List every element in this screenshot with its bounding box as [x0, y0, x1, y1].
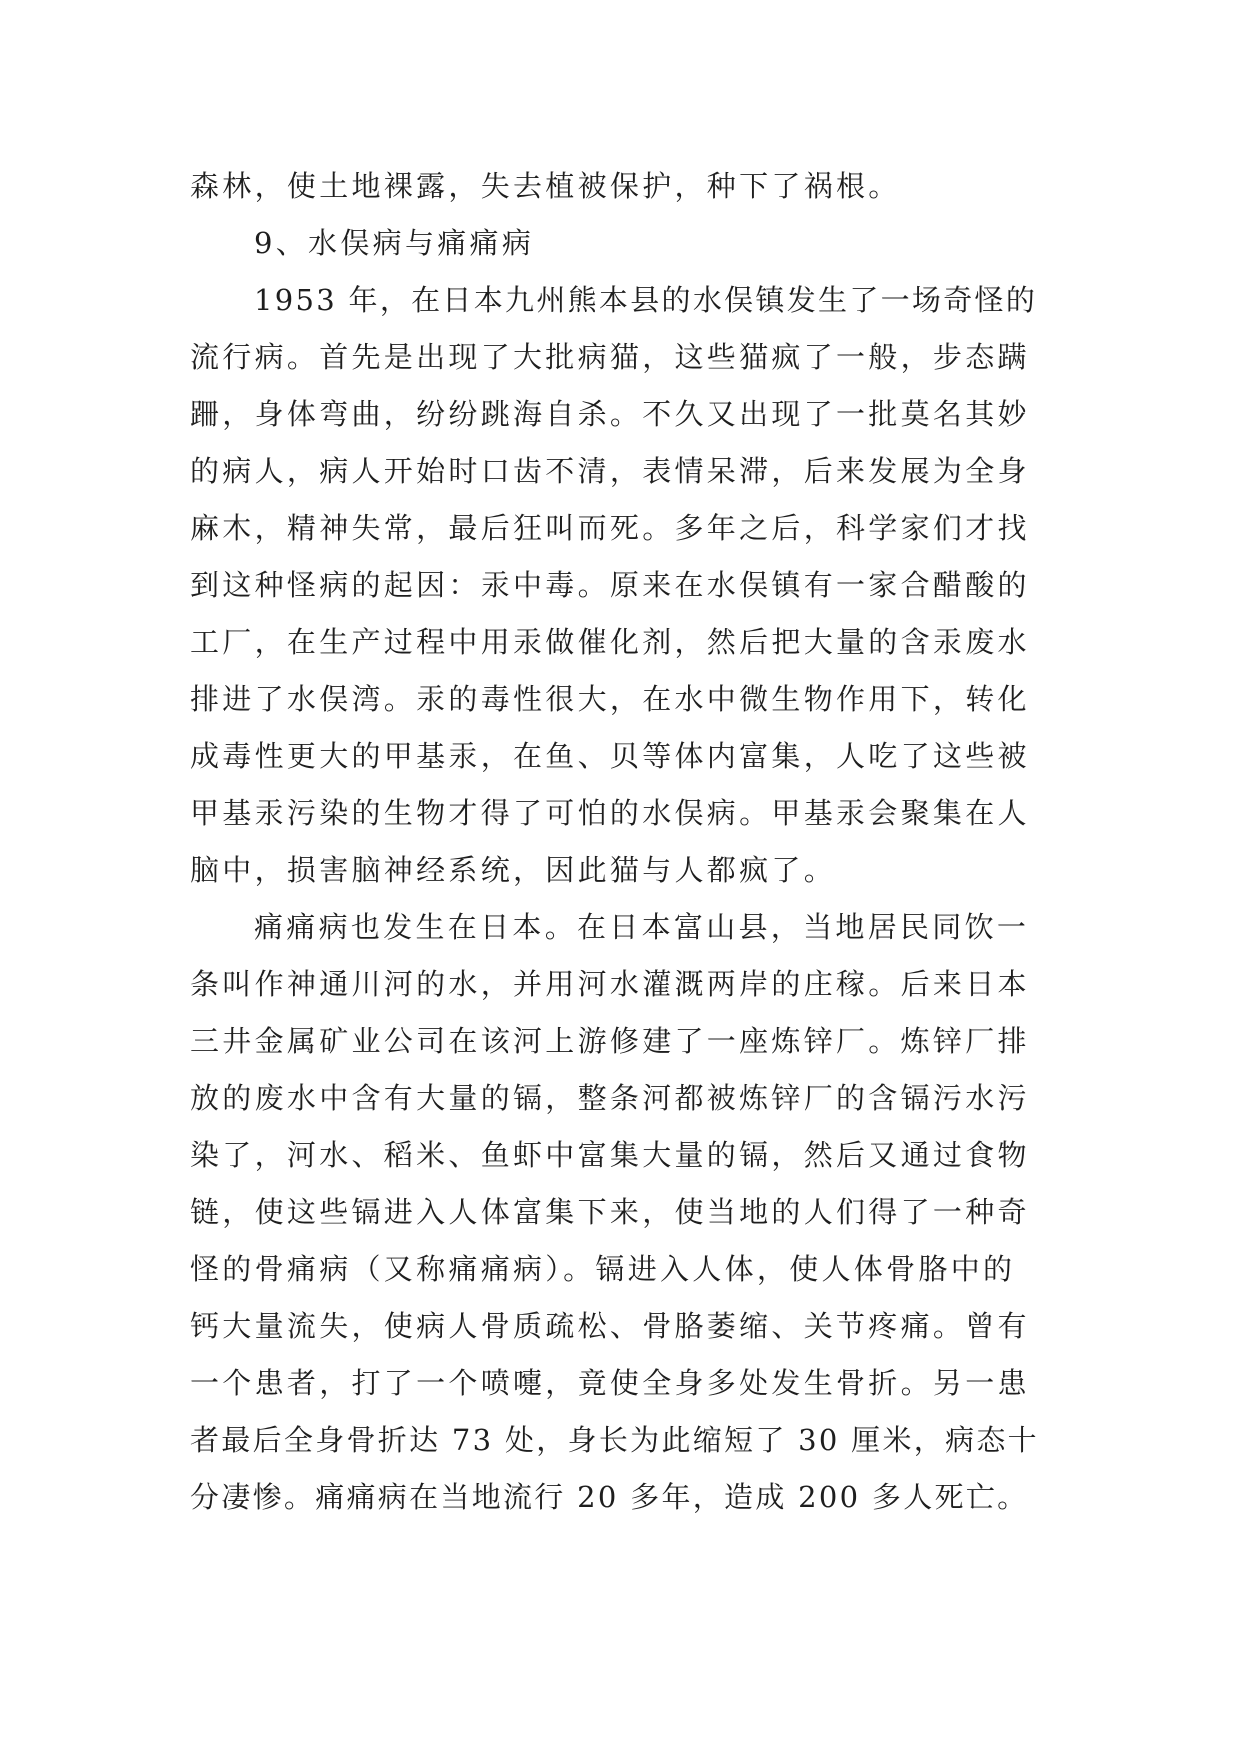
text-line: 放的废水中含有大量的镉，整条河都被炼锌厂的含镉污水污: [190, 1081, 1030, 1115]
paragraph-first-line: 1953 年，在日本九州熊本县的水俣镇发生了一场奇怪的: [254, 283, 1038, 317]
text-line: 三井金属矿业公司在该河上游修建了一座炼锌厂。炼锌厂排: [190, 1024, 1030, 1058]
text-line: 分凄惨。痛痛病在当地流行 20 多年，造成 200 多人死亡。: [190, 1480, 1029, 1514]
text-line: 脑中，损害脑神经系统，因此猫与人都疯了。: [190, 853, 837, 887]
text-line: 者最后全身骨折达 73 处，身长为此缩短了 30 厘米，病态十: [190, 1423, 1039, 1457]
text-line: 成毒性更大的甲基汞，在鱼、贝等体内富集，人吃了这些被: [190, 739, 1030, 773]
text-line: 甲基汞污染的生物才得了可怕的水俣病。甲基汞会聚集在人: [190, 796, 1030, 830]
text-line: 跚，身体弯曲，纷纷跳海自杀。不久又出现了一批莫名其妙: [190, 397, 1030, 431]
text-line: 怪的骨痛病（又称痛痛病）。镉进入人体，使人体骨胳中的: [190, 1252, 1016, 1286]
text-line: 钙大量流失，使病人骨质疏松、骨胳萎缩、关节疼痛。曾有: [190, 1309, 1030, 1343]
text-line: 流行病。首先是出现了大批病猫，这些猫疯了一般，步态蹒: [190, 340, 1030, 374]
text-line: 链，使这些镉进入人体富集下来，使当地的人们得了一种奇: [190, 1195, 1030, 1229]
text-line: 排进了水俣湾。汞的毒性很大，在水中微生物作用下，转化: [190, 682, 1030, 716]
text-line: 到这种怪病的起因：汞中毒。原来在水俣镇有一家合醋酸的: [190, 568, 1030, 602]
text-line: 麻木，精神失常，最后狂叫而死。多年之后，科学家们才找: [190, 511, 1030, 545]
body-text: [190, 158, 1050, 1526]
text-line: 一个患者，打了一个喷嚏，竟使全身多处发生骨折。另一患: [190, 1366, 1030, 1400]
text-line: 条叫作神通川河的水，并用河水灌溉两岸的庄稼。后来日本: [190, 967, 1030, 1001]
section-heading: 9、水俣病与痛痛病: [254, 226, 535, 260]
paragraph-first-line: 痛痛病也发生在日本。在日本富山县，当地居民同饮一: [254, 910, 1030, 944]
text-line: 的病人，病人开始时口齿不清，表情呆滞，后来发展为全身: [190, 454, 1030, 488]
text-line: 工厂，在生产过程中用汞做催化剂，然后把大量的含汞废水: [190, 625, 1030, 659]
text-line: 染了，河水、稻米、鱼虾中富集大量的镉，然后又通过食物: [190, 1138, 1030, 1172]
text-line: 森林，使土地裸露，失去植被保护，种下了祸根。: [190, 169, 901, 203]
